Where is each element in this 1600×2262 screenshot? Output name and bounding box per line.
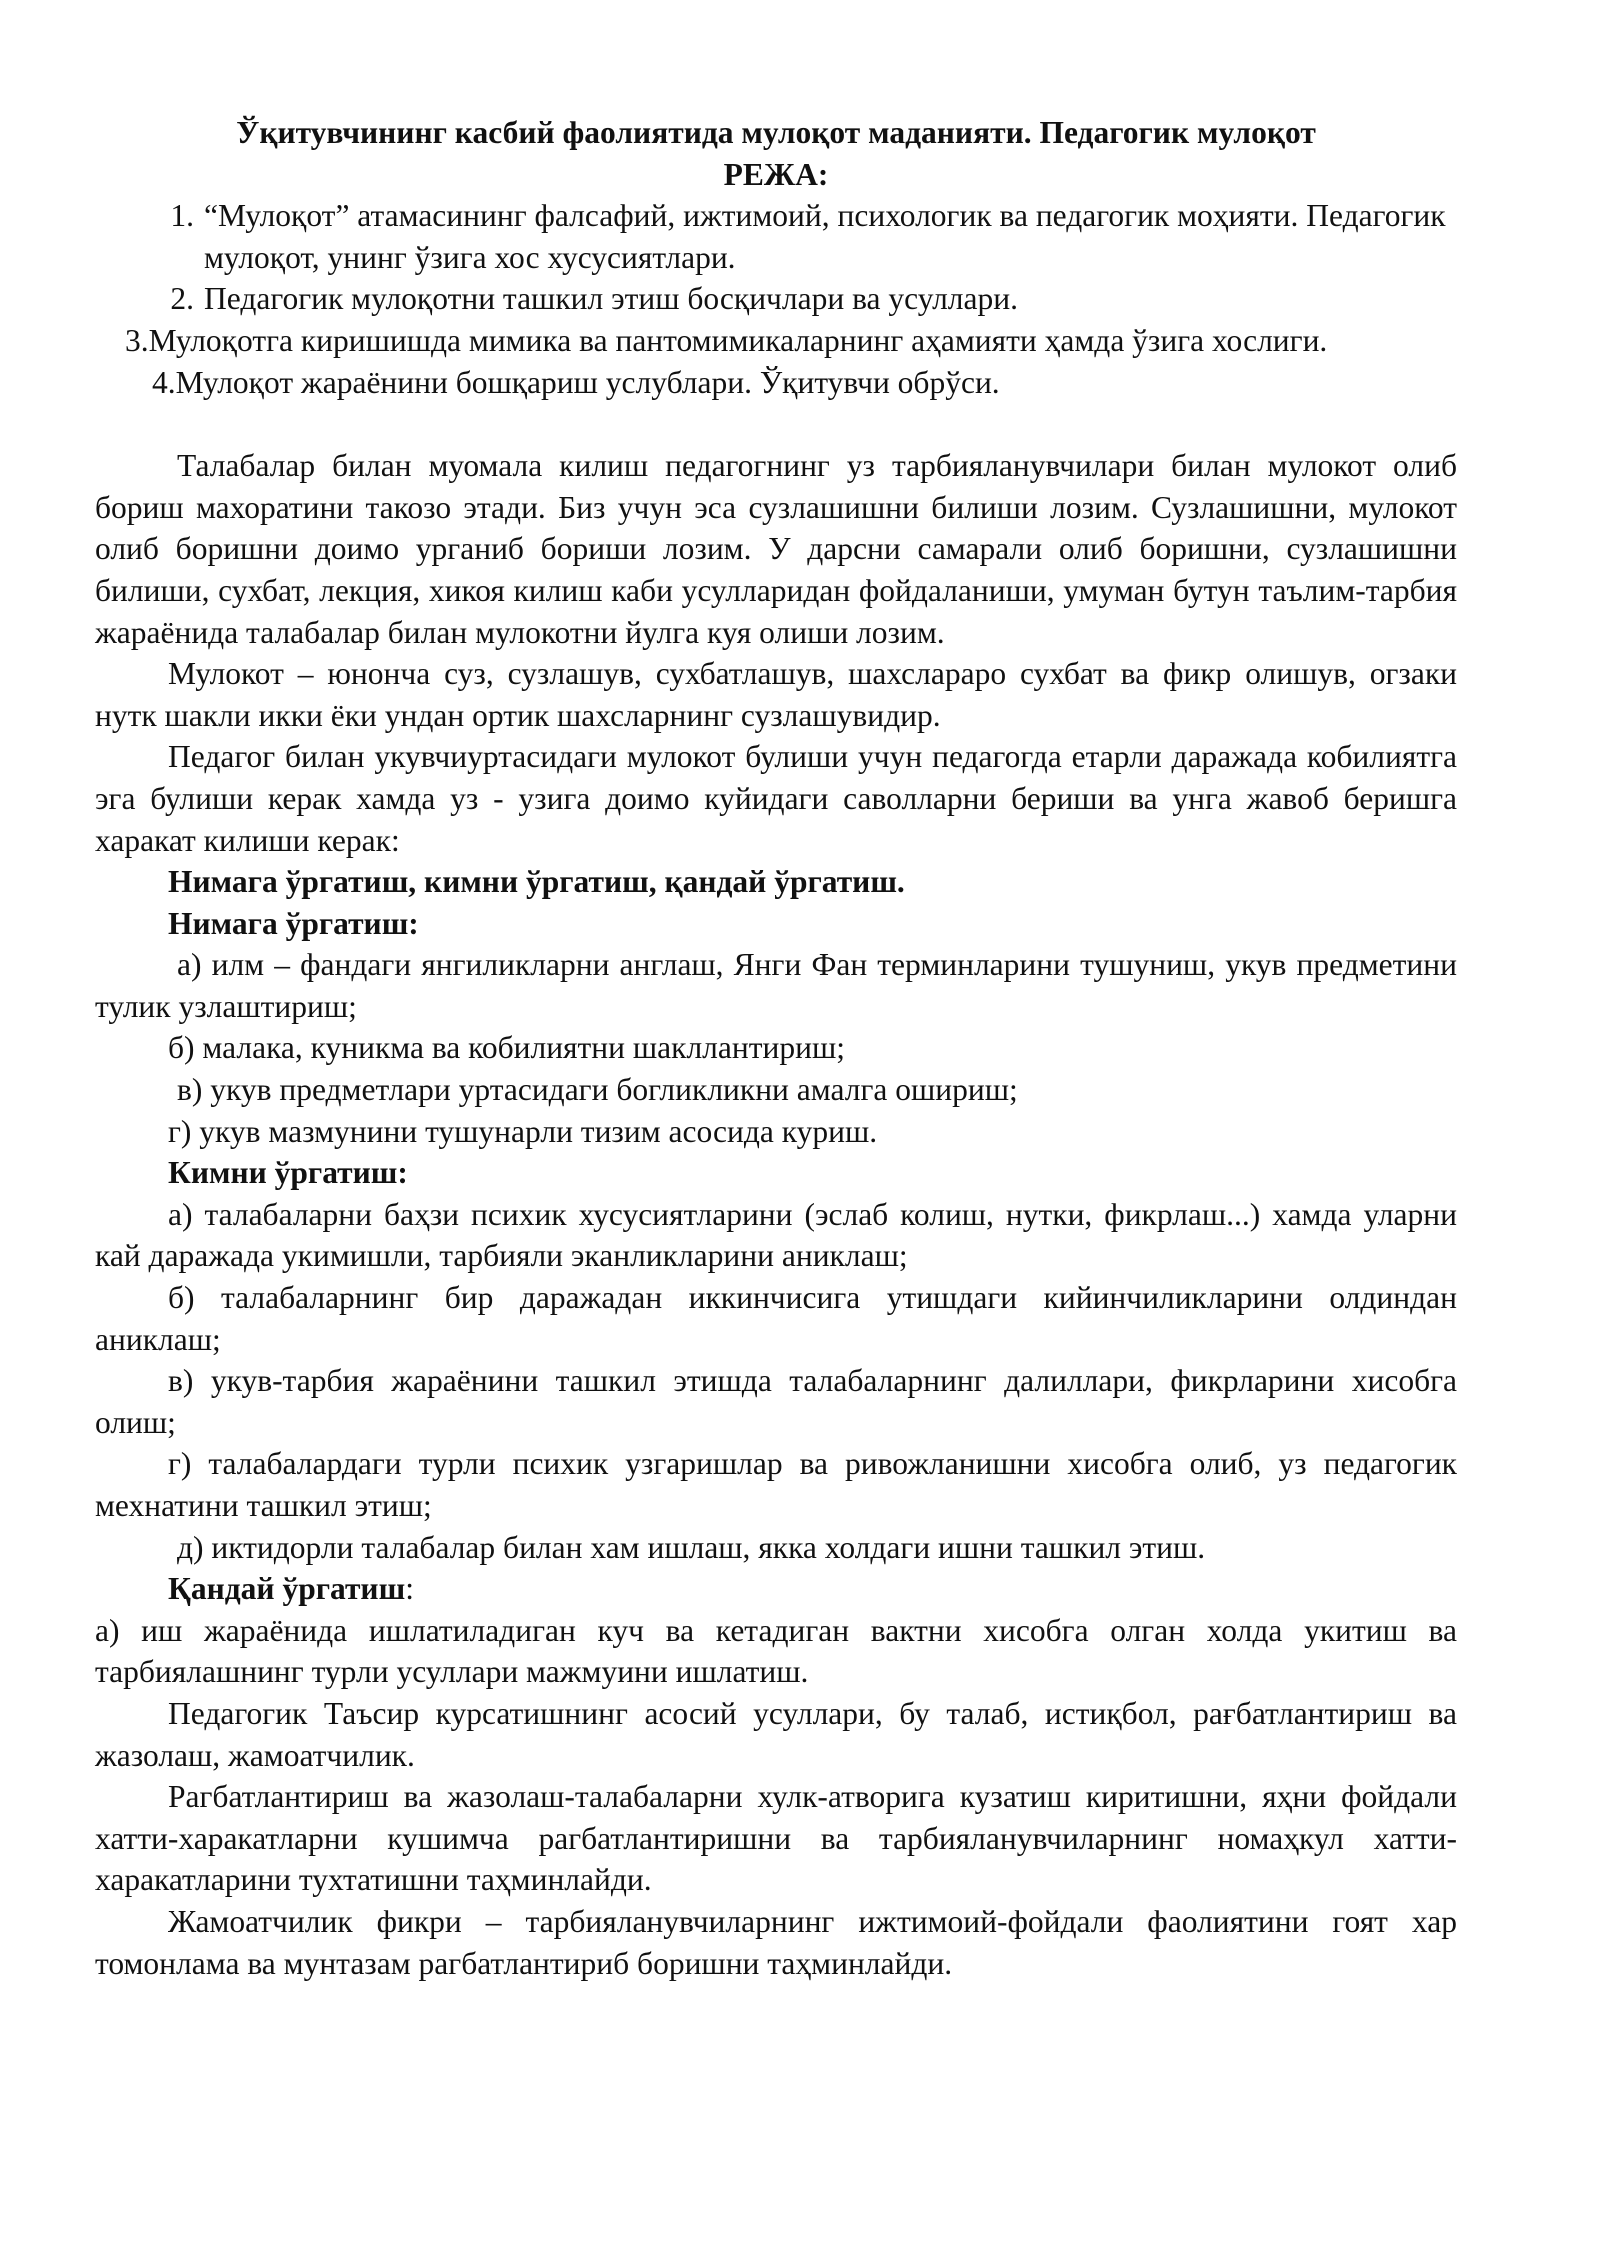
plan-item-text: “Мулоқот” атамасининг фалсафий, ижтимоий, психологик ва педагогик моҳияти. Педагогик мулоқот, унинг ўзига хос хусусиятлари. — [204, 198, 1446, 275]
list-item: а) иш жараёнида ишлатиладиган куч ва кетадиган вактни хисобга олган холда укитиш ва тарбиялашнинг турли усуллари мажмуини ишлатиш. — [95, 1612, 1457, 1690]
document-title: Ўқитувчининг касбий фаолиятида мулоқот маданияти. Педагогик мулоқот — [236, 115, 1316, 150]
body-paragraph: Мулокот – юнонча суз, сузлашув, сухбатлашув, шахсларaро сухбат ва фикр олишув, огзаки нутк шакли икки ёки ундан ортик шахсларнинг сузлашувидир. — [95, 656, 1457, 733]
plan-heading: РЕЖА: — [723, 156, 829, 192]
list-item: а) талабаларни баҳзи психик хусусиятларини (эслаб колиш, нутки, фикрлаш...) хамда уларни кай даражада укимишли, тарбияли эканликларини аниклаш; — [95, 1196, 1457, 1274]
body-paragraph: Педагог билан укувчиуртасидаги мулокот булиши учун педагогда етарли даражада кобилиятга эга булиши керак хамда уз - узига доимо куйидаги саволларни бериши ва унга жавоб беришга харакат килиши керак: — [95, 739, 1457, 858]
plan-list — [95, 195, 1457, 320]
section-heading: Кимни ўргатиш: — [168, 1155, 408, 1191]
body-paragraph: Педагогик Таъсир курсатишнинг асосий усуллари, бу талаб, истиқбол, рағбатлантириш ва жазолаш, жамоатчилик. — [95, 1695, 1457, 1773]
body-paragraph: Рагбатлантириш ва жазолаш-талабаларни хулк-атворига кузатиш киритишни, яҳни фойдали хатти-харакатларни кушимча рагбатлантиришни ва тарбияланувчиларнинг номаҳкул хатти-харакатларини тухтатишни таҳминлайди. — [95, 1779, 1457, 1898]
plan-item — [95, 278, 1457, 320]
plan-item-number: 2. — [170, 281, 194, 317]
list-item: д) иктидорли талабалар билан хам ишлаш, якка холдаги ишни ташкил этиш. — [177, 1529, 1206, 1565]
plan-item-text: Педагогик мулоқотни ташкил этиш босқичлари ва усуллари. — [204, 281, 1018, 317]
plan-item-3: 3.Мулоқотга киришишда мимика ва пантомимикаларнинг аҳамияти ҳамда ўзига хослиги. — [125, 322, 1328, 358]
section-heading: Нимага ўргатиш: — [168, 905, 419, 941]
document-page — [95, 112, 1457, 1984]
section-heading-text: Қандай ўргатиш — [168, 1571, 406, 1607]
plan-item-number: 1. — [170, 198, 194, 234]
section-heading: Нимага ўргатиш, кимни ўргатиш, қандай ўргатиш. — [168, 864, 905, 900]
list-item: г) укув мазмунини тушунарли тизим асосида куриш. — [168, 1113, 878, 1149]
plan-item — [95, 195, 1457, 278]
list-item: б) талабаларнинг бир даражадан иккинчисига утишдаги кийинчиликларини олдиндан аниклаш; — [95, 1280, 1457, 1357]
body-paragraph: Талабалар билан муомала килиш педагогнинг уз тарбияланувчилари билан мулокот олиб бориш махоратини такозо этади. Биз учун эса сузлашишни билиши лозим. Сузлашишни, мулокот олиб боришни доимо урганиб бориши лозим. У дарсни самарали олиб боришни, сузлашишни билиши, сухбат, лекция, хикоя килиш каби усулларидан фойдаланиши, умуман бутун таълим-тарбия жараёнида талабалар билан мулокотни йулга куя олиши лозим. — [95, 448, 1457, 650]
list-item: в) укув предметлари уртасидаги богликликни амалга ошириш; — [177, 1072, 1018, 1108]
list-item: а) илм – фандаги янгиликларни англаш, Янги Фан терминларини тушуниш, укув предметини тулик узлаштириш; — [95, 947, 1457, 1024]
list-item: в) укув-тарбия жараёнини ташкил этишда талабаларнинг далиллари, фикрларини хисобга олиш; — [95, 1363, 1457, 1440]
list-item: б) малака, куникма ва кобилиятни шакллантириш; — [168, 1030, 845, 1066]
list-item: г) талабалардаги турли психик узгаришлар ва ривожланишни хисобга олиб, уз педагогик мехнатини ташкил этиш; — [95, 1446, 1457, 1523]
spacer — [95, 403, 1457, 445]
section-heading-colon: : — [405, 1571, 414, 1607]
section-heading — [95, 1568, 1457, 1610]
plan-item-4: 4.Мулоқот жараёнини бошқариш услублари. Ўқитувчи обрўси. — [152, 364, 1000, 400]
body-paragraph: Жамоатчилик фикри – тарбияланувчиларнинг ижтимоий-фойдали фаолиятини гоят хар томонлама ва мунтазам рагбатлантириб боришни таҳминлайди. — [95, 1903, 1457, 1981]
